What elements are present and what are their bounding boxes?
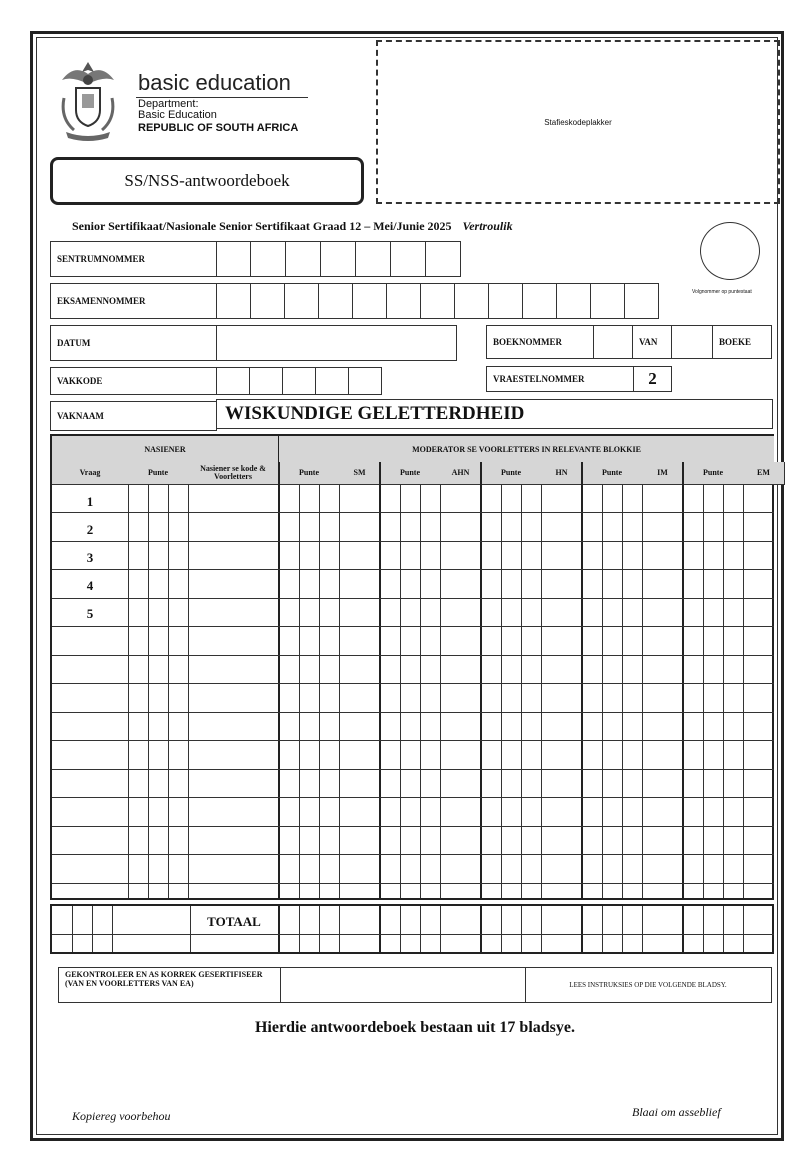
subject-code-label: VAKKODE xyxy=(50,367,217,395)
books-label: BOEKE xyxy=(712,325,772,359)
grid-column-line xyxy=(339,484,340,898)
grid-column-line xyxy=(400,484,401,898)
grid-row-line xyxy=(52,712,774,713)
grid-row-line xyxy=(52,826,774,827)
grid-column-line xyxy=(622,484,623,898)
grid-row-line xyxy=(52,740,774,741)
col-moderator-code: EM xyxy=(743,462,785,485)
grid-column-divider xyxy=(682,462,684,898)
col-moderator-marks: Punte xyxy=(481,462,542,485)
grid-column-line xyxy=(743,484,744,898)
booklet-title: SS/NSS-antwoordeboek xyxy=(124,171,290,190)
copyright: Kopiereg voorbehou xyxy=(72,1109,171,1123)
total-column-line xyxy=(112,906,113,952)
grid-column-divider xyxy=(278,462,280,898)
grid-column-line xyxy=(299,484,300,898)
grid-column-divider xyxy=(581,462,583,898)
grid-column-line xyxy=(521,484,522,898)
confidential-label: Vertroulik xyxy=(462,219,513,233)
question-number: 2 xyxy=(86,522,94,537)
moderator-header: MODERATOR SE VOORLETTERS IN RELEVANTE BLOKKIE xyxy=(279,436,774,463)
col-moderator-code: HN xyxy=(541,462,583,485)
total-column-line xyxy=(743,906,744,952)
subject-name-label: VAKNAAM xyxy=(50,401,217,431)
paper-number-value[interactable]: 2 xyxy=(633,366,672,392)
col-moderator-code: AHN xyxy=(440,462,482,485)
total-column-line xyxy=(420,906,421,952)
marker-header: NASIENER xyxy=(52,436,280,463)
total-label: TOTAAL xyxy=(207,914,261,929)
grid-column-line xyxy=(148,484,149,898)
total-column-line xyxy=(602,906,603,952)
total-row xyxy=(50,904,774,954)
total-column-line xyxy=(339,906,340,952)
grid-row-line xyxy=(52,626,774,627)
grid-column-line xyxy=(642,484,643,898)
grid-column-divider xyxy=(379,462,381,898)
total-column-line xyxy=(723,906,724,952)
date-input[interactable] xyxy=(216,325,457,361)
grid-column-line xyxy=(188,484,189,898)
total-column-divider xyxy=(581,906,583,952)
total-row-line xyxy=(52,934,774,935)
total-column-divider xyxy=(379,906,381,952)
subject-name-value: WISKUNDIGE GELETTERDHEID xyxy=(216,399,773,429)
subject-code-input[interactable] xyxy=(217,367,386,395)
grid-column-line xyxy=(501,484,502,898)
col-marker-code: Nasiener se kode & Voorletters xyxy=(188,462,279,485)
country-name: REPUBLIC OF SOUTH AFRICA xyxy=(138,122,299,134)
total-column-line xyxy=(72,906,73,952)
total-column-line xyxy=(622,906,623,952)
total-column-line xyxy=(642,906,643,952)
paper-number-label: VRAESTELNOMMER xyxy=(486,366,634,392)
exam-number-input[interactable] xyxy=(217,283,666,319)
grid-column-line xyxy=(168,484,169,898)
grid-row-line xyxy=(52,854,774,855)
exam-number-label: EKSAMENNOMMER xyxy=(50,283,217,319)
exam-line: Senior Sertifikaat/Nasionale Senior Sertifikaat Graad 12 – Mei/Junie 2025 xyxy=(72,219,452,233)
barcode-label: Stafieskodeplakker xyxy=(544,117,612,127)
col-moderator-marks: Punte xyxy=(279,462,340,485)
grid-column-line xyxy=(602,484,603,898)
grid-column-line xyxy=(440,484,441,898)
question-number: 5 xyxy=(86,606,94,621)
marks-grid xyxy=(50,434,774,900)
grid-column-line xyxy=(319,484,320,898)
centre-number-input[interactable] xyxy=(217,241,463,277)
col-question: Vraag xyxy=(52,462,129,485)
total-column-line xyxy=(92,906,93,952)
book-number-input[interactable] xyxy=(593,325,633,359)
total-column-line xyxy=(319,906,320,952)
col-moderator-marks: Punte xyxy=(582,462,643,485)
total-column-line xyxy=(501,906,502,952)
grid-row-line xyxy=(52,541,774,542)
total-column-line xyxy=(521,906,522,952)
grid-column-line xyxy=(128,484,129,898)
total-books-input[interactable] xyxy=(671,325,713,359)
col-moderator-marks: Punte xyxy=(683,462,744,485)
grid-row-line xyxy=(52,512,774,513)
brand-title: basic education xyxy=(138,70,291,95)
centre-number-label: SENTRUMNOMMER xyxy=(50,241,217,277)
grid-row-line xyxy=(52,683,774,684)
total-column-line xyxy=(299,906,300,952)
col-marks: Punte xyxy=(128,462,189,485)
question-number: 4 xyxy=(86,578,94,593)
total-column-line xyxy=(440,906,441,952)
total-column-line xyxy=(541,906,542,952)
department-line-1: Department: xyxy=(138,98,199,110)
checked-signature-input[interactable] xyxy=(281,968,526,1002)
question-number: 3 xyxy=(86,550,94,565)
checked-label: GEKONTROLEER EN AS KORREK GESERTIFISEER (VAN EN VOORLETTERS VAN EA) xyxy=(59,968,281,1002)
grid-row-line xyxy=(52,797,774,798)
total-column-divider xyxy=(278,906,280,952)
date-label: DATUM xyxy=(50,325,217,361)
booklet-title-box xyxy=(50,157,364,205)
coat-of-arms-icon xyxy=(54,58,122,142)
question-number: 1 xyxy=(86,494,94,509)
exam-subtitle xyxy=(72,219,513,234)
department-block xyxy=(138,99,217,121)
turn-over: Blaai om asseblief xyxy=(632,1105,721,1119)
grid-row-line xyxy=(52,569,774,570)
grid-column-line xyxy=(723,484,724,898)
col-moderator-marks: Punte xyxy=(380,462,441,485)
verification-row xyxy=(58,967,772,1003)
grid-column-divider xyxy=(480,462,482,898)
grid-row-line xyxy=(52,655,774,656)
grid-column-line xyxy=(541,484,542,898)
grid-column-line xyxy=(703,484,704,898)
grid-row-line xyxy=(52,883,774,884)
sequence-number-label: Volgnommer op puntestaat xyxy=(692,289,752,295)
total-column-divider xyxy=(480,906,482,952)
col-moderator-code: IM xyxy=(642,462,684,485)
pages-note: Hierdie antwoordeboek bestaan uit 17 bladsye. xyxy=(254,1019,575,1036)
sequence-number-circle[interactable] xyxy=(700,222,760,280)
barcode-sticker-area xyxy=(376,40,780,204)
total-column-divider xyxy=(682,906,684,952)
total-column-line xyxy=(400,906,401,952)
col-moderator-code: SM xyxy=(339,462,381,485)
grid-column-line xyxy=(420,484,421,898)
grid-row-line xyxy=(52,598,774,599)
read-instructions: LEES INSTRUKSIES OP DIE VOLGENDE BLADSY. xyxy=(569,981,727,989)
of-label: VAN xyxy=(632,325,672,359)
grid-row-line xyxy=(52,769,774,770)
total-column-line xyxy=(703,906,704,952)
department-line-2: Basic Education xyxy=(138,109,217,121)
book-number-label: BOEKNOMMER xyxy=(486,325,594,359)
